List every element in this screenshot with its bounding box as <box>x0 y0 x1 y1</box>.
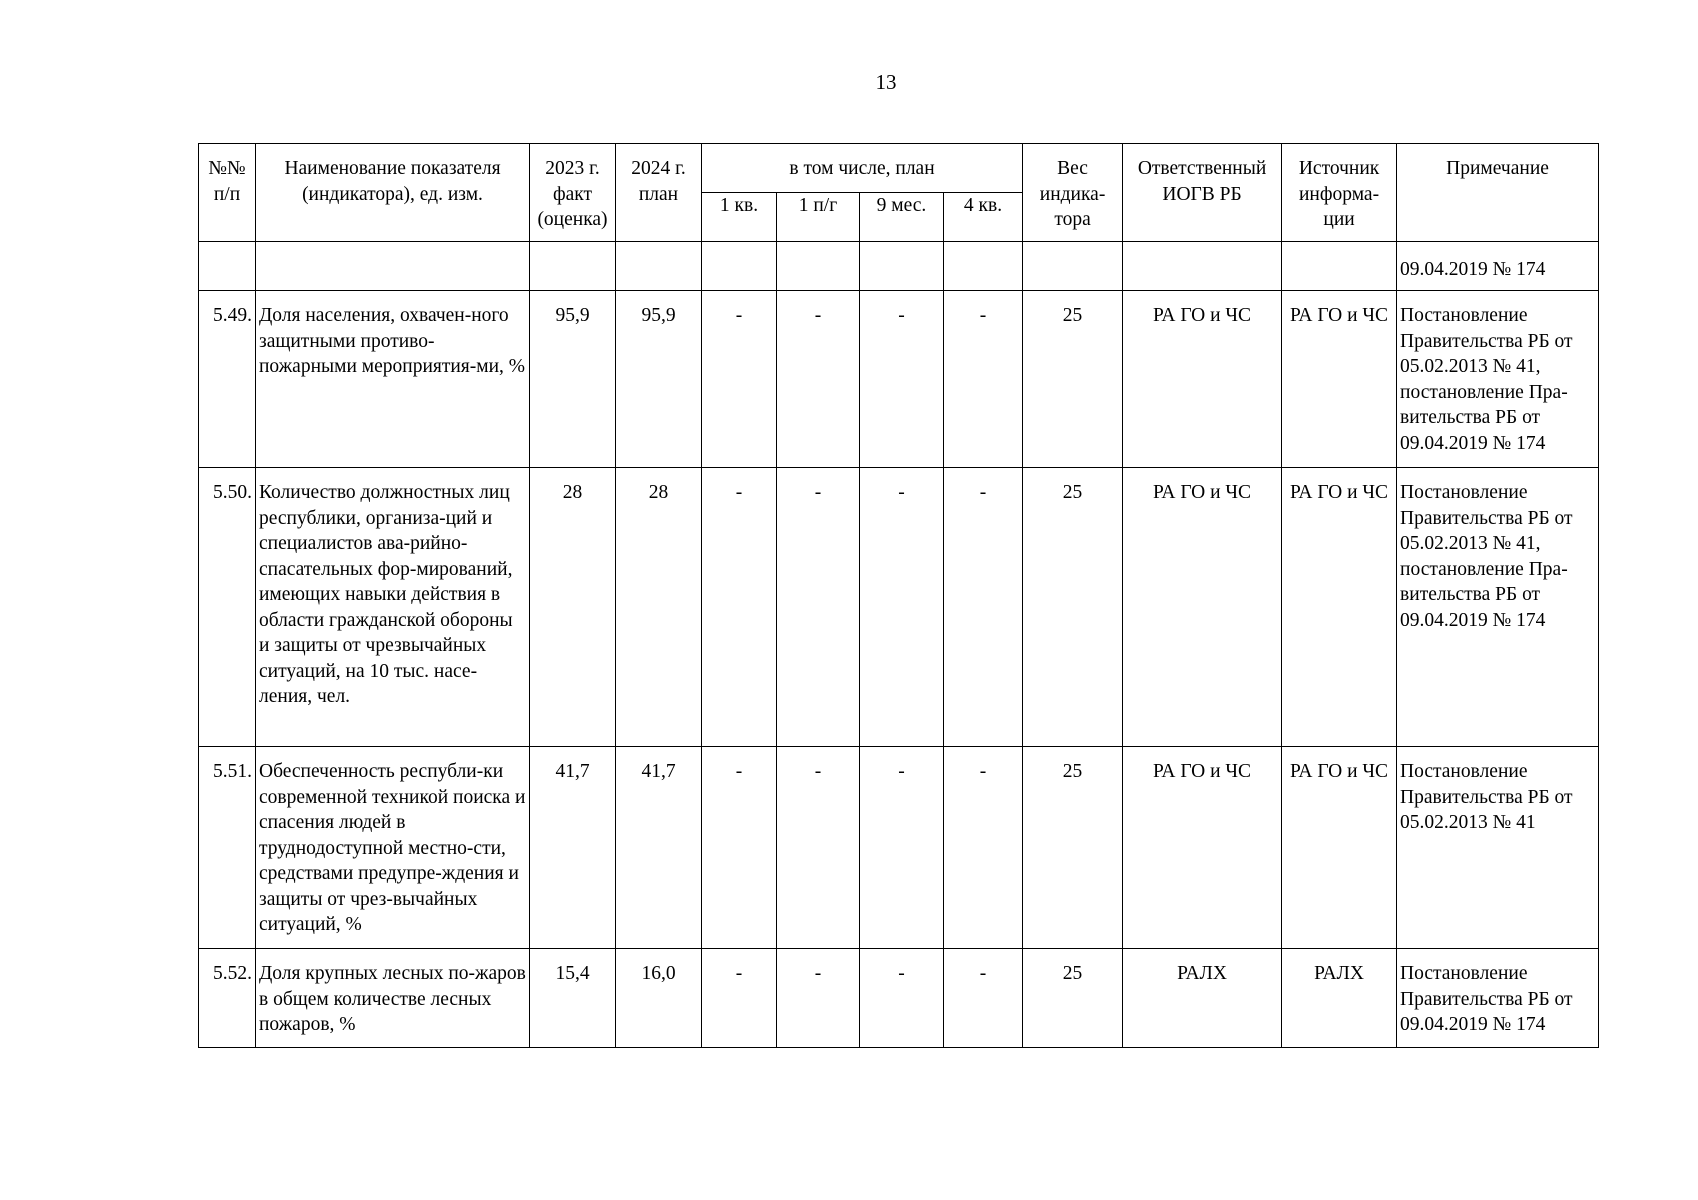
header-note: Примечание <box>1397 144 1599 242</box>
header-weight: Вес индика-тора <box>1023 144 1123 242</box>
row-9m: - <box>860 747 944 949</box>
header-q4: 4 кв. <box>944 193 1023 242</box>
row-responsible: РАЛХ <box>1123 949 1282 1048</box>
row-plan-2024: 28 <box>616 468 702 747</box>
row-responsible: РА ГО и ЧС <box>1123 468 1282 747</box>
row-9m: - <box>860 291 944 468</box>
header-row <box>199 144 1599 193</box>
continuation-note: 09.04.2019 № 174 <box>1397 242 1599 291</box>
row-weight: 25 <box>1023 291 1123 468</box>
table-row <box>199 468 1599 747</box>
header-9m: 9 мес. <box>860 193 944 242</box>
row-plan-2024: 16,0 <box>616 949 702 1048</box>
header-fact-2023: 2023 г. факт (оценка) <box>530 144 616 242</box>
row-h1: - <box>777 747 860 949</box>
row-q4: - <box>944 949 1023 1048</box>
row-fact-2023: 41,7 <box>530 747 616 949</box>
header-including-plan: в том числе, план <box>702 144 1023 193</box>
table-row <box>199 291 1599 468</box>
row-fact-2023: 15,4 <box>530 949 616 1048</box>
row-num: 5.50. <box>199 468 256 747</box>
row-source: РА ГО и ЧС <box>1282 747 1397 949</box>
row-responsible: РА ГО и ЧС <box>1123 747 1282 949</box>
row-q1: - <box>702 291 777 468</box>
row-q1: - <box>702 747 777 949</box>
row-fact-2023: 95,9 <box>530 291 616 468</box>
indicators-table <box>198 143 1599 1048</box>
row-note: Постановление Правительства РБ от 09.04.2019 № 174 <box>1397 949 1599 1048</box>
row-fact-2023: 28 <box>530 468 616 747</box>
row-q4: - <box>944 468 1023 747</box>
row-plan-2024: 41,7 <box>616 747 702 949</box>
row-source: РА ГО и ЧС <box>1282 468 1397 747</box>
row-q1: - <box>702 949 777 1048</box>
row-note: Постановление Правительства РБ от 05.02.2013 № 41, постановление Пра-вительства РБ от 09.04.2019 № 174 <box>1397 468 1599 747</box>
header-plan-2024: 2024 г. план <box>616 144 702 242</box>
row-note: Постановление Правительства РБ от 05.02.2013 № 41, постановление Пра-вительства РБ от 09.04.2019 № 174 <box>1397 291 1599 468</box>
header-name: Наименование показателя (индикатора), ед. изм. <box>256 144 530 242</box>
page-number: 13 <box>875 70 897 94</box>
row-9m: - <box>860 949 944 1048</box>
row-num: 5.52. <box>199 949 256 1048</box>
row-q4: - <box>944 747 1023 949</box>
row-name: Доля крупных лесных по-жаров в общем количестве лесных пожаров, % <box>256 949 530 1048</box>
row-weight: 25 <box>1023 468 1123 747</box>
row-name: Обеспеченность республи-ки современной техникой поиска и спасения людей в труднодоступной местно-сти, средствами предупре-ждения и защиты от чрез-вычайных ситуаций, % <box>256 747 530 949</box>
table-row <box>199 949 1599 1048</box>
row-num: 5.51. <box>199 747 256 949</box>
header-h1: 1 п/г <box>777 193 860 242</box>
row-responsible: РА ГО и ЧС <box>1123 291 1282 468</box>
row-weight: 25 <box>1023 747 1123 949</box>
row-q4: - <box>944 291 1023 468</box>
row-9m: - <box>860 468 944 747</box>
header-source: Источник информа-ции <box>1282 144 1397 242</box>
header-num: №№ п/п <box>199 144 256 242</box>
row-h1: - <box>777 468 860 747</box>
row-h1: - <box>777 291 860 468</box>
row-source: РА ГО и ЧС <box>1282 291 1397 468</box>
header-responsible: Ответственный ИОГВ РБ <box>1123 144 1282 242</box>
row-q1: - <box>702 468 777 747</box>
row-note: Постановление Правительства РБ от 05.02.2013 № 41 <box>1397 747 1599 949</box>
row-name: Количество должностных лиц республики, организа-ций и специалистов ава-рийно-спасательных фор-мирований, имеющих навыки действия в области гражданской обороны и защиты от чрезвычайных ситуаций, на 10 тыс. насе-ления, чел. <box>256 468 530 747</box>
continuation-row <box>199 242 1599 291</box>
row-num: 5.49. <box>199 291 256 468</box>
row-plan-2024: 95,9 <box>616 291 702 468</box>
table-row <box>199 747 1599 949</box>
row-h1: - <box>777 949 860 1048</box>
row-weight: 25 <box>1023 949 1123 1048</box>
row-name: Доля населения, охвачен-ного защитными противо-пожарными мероприятия-ми, % <box>256 291 530 468</box>
header-q1: 1 кв. <box>702 193 777 242</box>
row-source: РАЛХ <box>1282 949 1397 1048</box>
